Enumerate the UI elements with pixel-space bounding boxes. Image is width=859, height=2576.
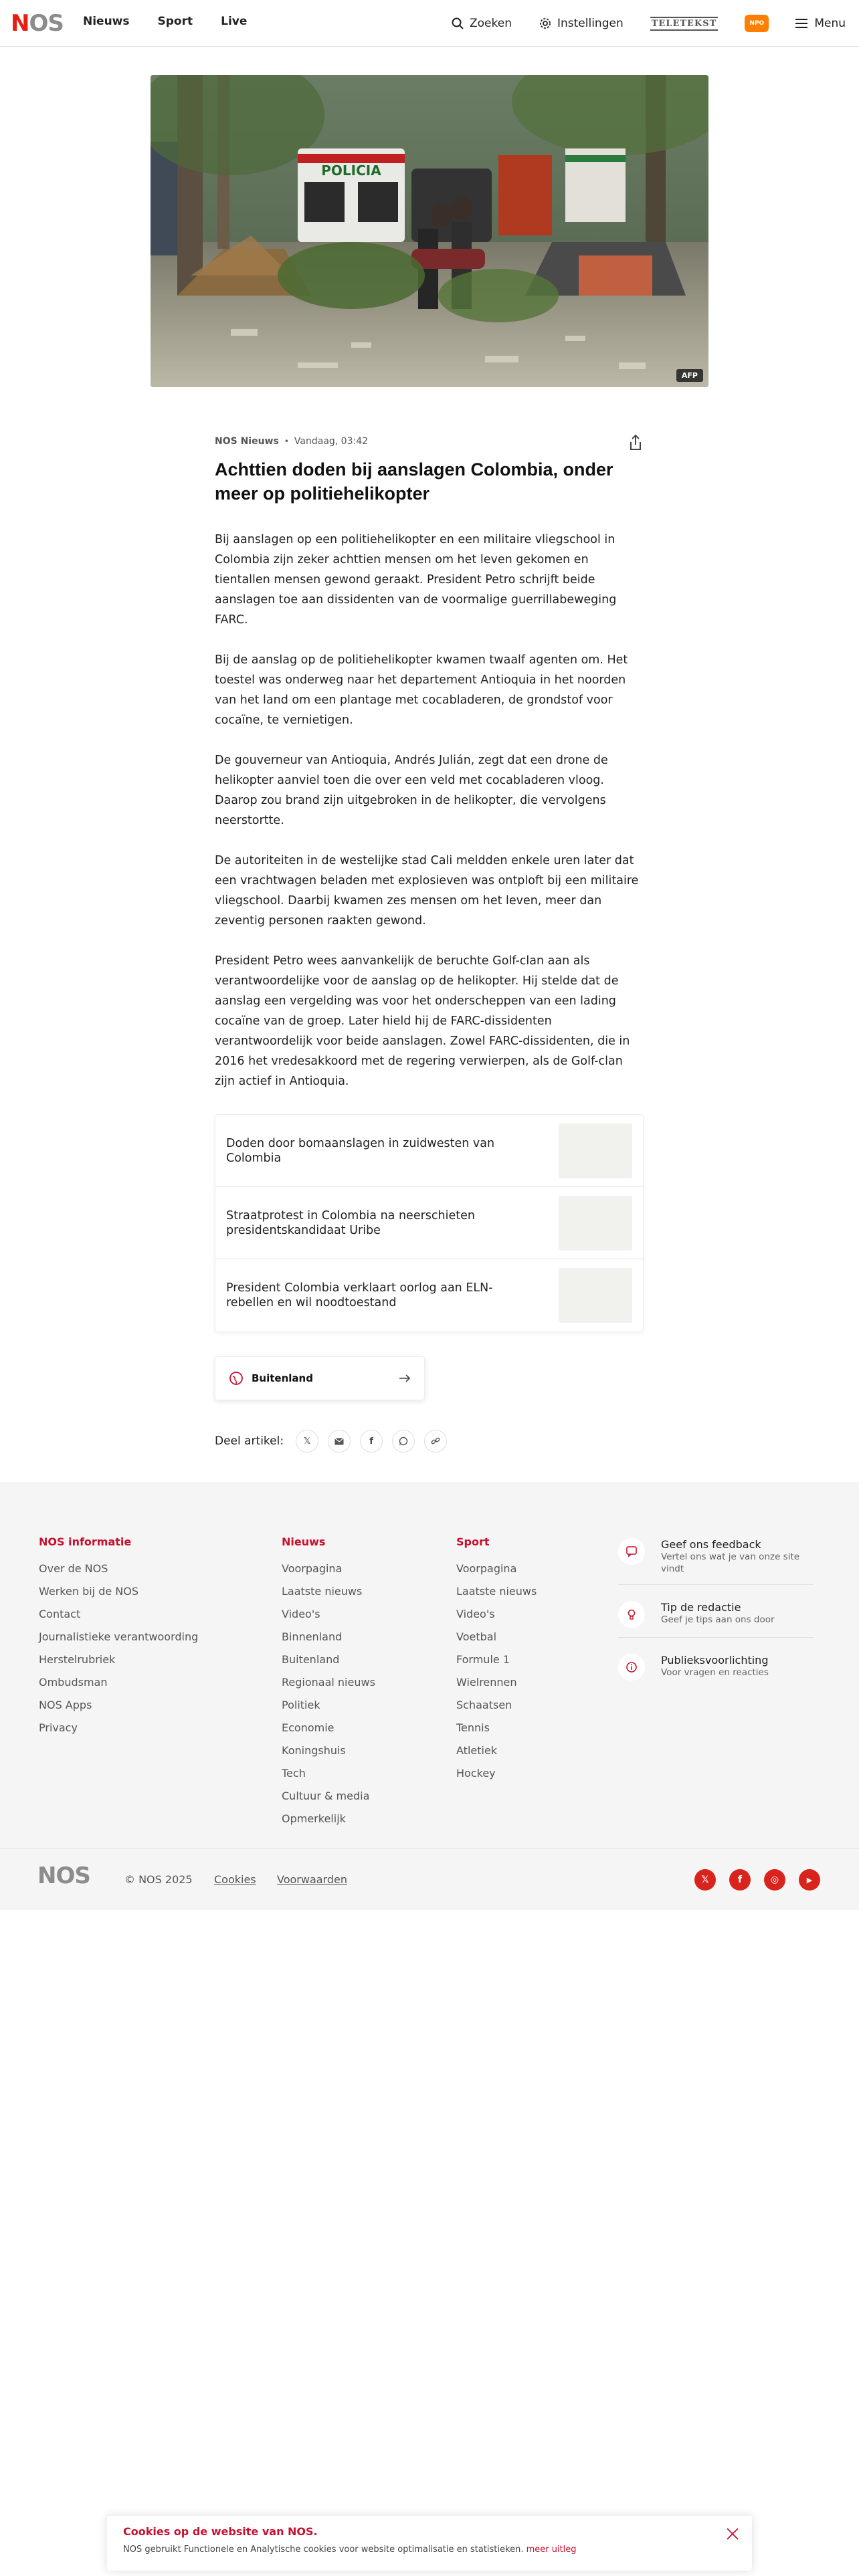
footer-contact [618, 1535, 814, 1703]
related-article-1[interactable] [215, 1115, 643, 1187]
tip-sub: Geef je tips aan ons door [661, 1614, 775, 1625]
related-title: Straatprotest in Colombia na neerschieten presidentskandidaat Uribe [226, 1208, 475, 1237]
footer-link[interactable]: Werken bij de NOS [39, 1585, 139, 1598]
footer-link[interactable]: Voorpagina [456, 1562, 517, 1575]
youtube-social-button[interactable] [799, 1869, 820, 1891]
footer-link[interactable]: Cultuur & media [282, 1790, 370, 1802]
photo-credit: AFP [676, 369, 703, 382]
nav-live[interactable]: Live [221, 15, 248, 28]
article-source[interactable]: NOS Nieuws [215, 436, 279, 447]
police-sign: POLICIA [321, 163, 381, 179]
cookie-more-link[interactable]: meer uitleg [526, 2545, 577, 2555]
footer-link[interactable]: Voorpagina [282, 1562, 343, 1575]
instagram-social-button[interactable] [764, 1869, 785, 1891]
x-icon: 𝕏 [701, 1874, 709, 1885]
article-paragraph: Bij de aanslag op de politiehelikopter kwamen twaalf agenten om. Het toestel was onderweg naar het departement Antioquia in het noorden van het land om een plantage met cocabladeren, de grondstof voor cocaïne, te vernietigen. [215, 653, 628, 727]
footer-link[interactable]: Economie [282, 1721, 335, 1734]
site-footer [0, 1482, 859, 1910]
teletekst-link[interactable]: TELETEKST [650, 17, 719, 31]
search-label: Zoeken [470, 17, 512, 30]
related-title: Doden door bomaanslagen in zuidwesten van Colombia [226, 1136, 495, 1165]
cookies-link[interactable]: Cookies [214, 1873, 256, 1886]
cookie-text [123, 2545, 736, 2555]
article-body [215, 530, 646, 1111]
related-article-2[interactable] [215, 1187, 643, 1259]
footer-link[interactable]: Koningshuis [282, 1744, 346, 1757]
youtube-icon: ▶ [806, 1875, 813, 1885]
related-thumbnail [559, 1268, 632, 1323]
footer-link[interactable]: Politiek [282, 1699, 320, 1711]
feedback-icon [618, 1538, 645, 1565]
share-whatsapp-button[interactable] [392, 1430, 415, 1453]
footer-bottom [0, 1848, 859, 1909]
footer-col-title: Sport [456, 1535, 490, 1548]
footer-link[interactable]: Laatste nieuws [282, 1585, 363, 1598]
tip-link[interactable] [618, 1598, 814, 1638]
search-button[interactable] [451, 17, 512, 30]
related-thumbnail [559, 1196, 632, 1251]
tip-title: Tip de redactie [661, 1601, 741, 1614]
footer-link[interactable]: Hockey [456, 1767, 496, 1780]
close-icon[interactable] [725, 2527, 740, 2541]
share-copy-link-button[interactable] [424, 1430, 447, 1453]
lightbulb-icon [618, 1601, 645, 1628]
footer-link[interactable]: Buitenland [282, 1653, 340, 1666]
footer-link[interactable]: Laatste nieuws [456, 1585, 537, 1598]
footer-link[interactable]: Over de NOS [39, 1562, 108, 1575]
footer-link[interactable]: Voetbal [456, 1630, 497, 1643]
related-article-3[interactable] [215, 1259, 643, 1331]
settings-label: Instellingen [557, 17, 624, 30]
footer-link[interactable]: Herstelrubriek [39, 1653, 116, 1666]
footer-link[interactable]: Tech [282, 1767, 306, 1780]
mail-icon [335, 1438, 344, 1445]
hamburger-icon [795, 18, 809, 29]
footer-link[interactable]: Atletiek [456, 1744, 498, 1757]
info-sub: Voor vragen en reacties [661, 1667, 769, 1678]
main-nav [83, 15, 275, 28]
gear-icon [539, 17, 552, 30]
footer-link[interactable]: Video's [282, 1608, 320, 1620]
category-link-buitenland[interactable] [215, 1356, 425, 1400]
nav-sport[interactable]: Sport [157, 15, 193, 28]
share-facebook-button[interactable] [360, 1430, 383, 1453]
facebook-icon: f [369, 1436, 373, 1446]
terms-link[interactable]: Voorwaarden [277, 1873, 347, 1886]
footer-link[interactable]: Privacy [39, 1721, 78, 1734]
nos-logo[interactable]: N OS [11, 10, 64, 37]
footer-link[interactable]: Binnenland [282, 1630, 343, 1643]
article-paragraph: De gouverneur van Antioquia, Andrés Julián, zegt dat een drone de helikopter aanviel toen die over een veld met cocabladeren vloog. Daarop zou brand zijn uitgebroken in de helikopter, die vervolgens neerstortte. [215, 754, 608, 827]
npo-logo[interactable]: NPO [745, 15, 769, 32]
footer-link[interactable]: Ombudsman [39, 1676, 108, 1689]
footer-link[interactable]: Contact [39, 1608, 81, 1620]
article-time: Vandaag, 03:42 [294, 436, 369, 447]
article-paragraph: De autoriteiten in de westelijke stad Cali meldden enkele uren later dat een vrachtwagen beladen met explosieven was ontploft bij een militaire vliegschool. Daarbij kwamen zes mensen om het leven, meer dan zeventig personen raakten gewond. [215, 854, 639, 928]
article-title: Achttien doden bij aanslagen Colombia, onder meer op politiehelikopter [215, 459, 613, 504]
article-meta [215, 436, 368, 447]
settings-button[interactable] [539, 17, 624, 30]
related-thumbnail [559, 1123, 632, 1178]
feedback-sub: Vertel ons wat je van onze site vindt [661, 1551, 800, 1574]
site-header [0, 0, 859, 47]
instagram-icon: ◎ [770, 1874, 779, 1885]
footer-col-nos-informatie [39, 1535, 198, 1739]
footer-link[interactable]: Regionaal nieuws [282, 1676, 375, 1689]
footer-col-sport [456, 1535, 537, 1785]
category-label: Buitenland [252, 1372, 313, 1384]
footer-col-title: Nieuws [282, 1535, 326, 1548]
meta-separator: • [284, 437, 289, 446]
cookie-title: Cookies op de website van NOS. [123, 2525, 318, 2538]
arrow-right-icon [399, 1374, 411, 1383]
article-paragraph: President Petro wees aanvankelijk de beruchte Golf-clan aan als verantwoordelijke voor de aanslag op de helikopter. Hij stelde dat de aanslag een vergelding was voor het onderscheppen van een lading cocaïne van de groep. Later hield hij de FARC-dissidenten verantwoordelijk voor beide aanslagen. Zowel FARC-dissidenten, die in 2016 het vredesakkoord met de regering verwierpen, als de Golf-clan zijn actief in Antioquia. [215, 954, 630, 1088]
cookie-banner [107, 2516, 752, 2571]
footer-link[interactable]: Formule 1 [456, 1653, 510, 1666]
footer-col-title: NOS informatie [39, 1535, 132, 1548]
article-paragraph: Bij aanslagen op een politiehelikopter en een militaire vliegschool in Colombia zijn zeker achttien mensen om het leven gekomen en tientallen mensen gewond geraakt. President Petro schrijft beide aanslagen toe aan dissidenten van de voormalige guerrillabeweging FARC. [215, 533, 617, 627]
whatsapp-icon [399, 1436, 408, 1446]
footer-link[interactable]: Journalistieke verantwoording [39, 1630, 199, 1643]
info-icon [618, 1654, 645, 1681]
cookie-description: NOS gebruikt Functionele en Analytische cookies voor website optimalisatie en statistieken. [123, 2545, 524, 2555]
hero-image [151, 75, 708, 387]
share-icon[interactable] [626, 433, 645, 452]
footer-link[interactable]: Video's [456, 1608, 495, 1620]
related-title: President Colombia verklaart oorlog aan ELN-rebellen en wil noodtoestand [226, 1281, 493, 1309]
x-social-button[interactable] [694, 1869, 716, 1891]
related-articles [215, 1114, 644, 1332]
footer-link[interactable]: Opmerkelijk [282, 1812, 346, 1825]
menu-button[interactable] [795, 17, 846, 30]
feedback-link[interactable] [618, 1535, 814, 1585]
header-actions [424, 12, 846, 35]
info-title: Publieksvoorlichting [661, 1654, 769, 1667]
search-icon [451, 17, 464, 30]
facebook-icon: f [737, 1874, 743, 1885]
feedback-title: Geef ons feedback [661, 1538, 761, 1551]
copyright: © NOS 2025 [124, 1873, 193, 1886]
share-label: Deel artikel: [215, 1434, 284, 1448]
x-icon: 𝕏 [303, 1436, 311, 1446]
footer-link[interactable]: Wielrennen [456, 1676, 517, 1689]
share-x-button[interactable] [296, 1430, 318, 1453]
hero-photo [151, 75, 708, 387]
share-email-button[interactable] [328, 1430, 351, 1453]
publieksvoorlichting-link[interactable] [618, 1651, 814, 1690]
globe-icon [229, 1371, 244, 1386]
menu-label: Menu [814, 17, 846, 30]
footer-col-nieuws [282, 1535, 375, 1830]
footer-logo[interactable]: NOS [37, 1862, 90, 1889]
link-icon [431, 1436, 440, 1446]
share-row [215, 1430, 456, 1453]
footer-link[interactable]: NOS Apps [39, 1699, 92, 1711]
footer-link[interactable]: Tennis [456, 1721, 490, 1734]
facebook-social-button[interactable] [729, 1869, 751, 1891]
nav-nieuws[interactable]: Nieuws [83, 15, 130, 28]
footer-link[interactable]: Schaatsen [456, 1699, 512, 1711]
